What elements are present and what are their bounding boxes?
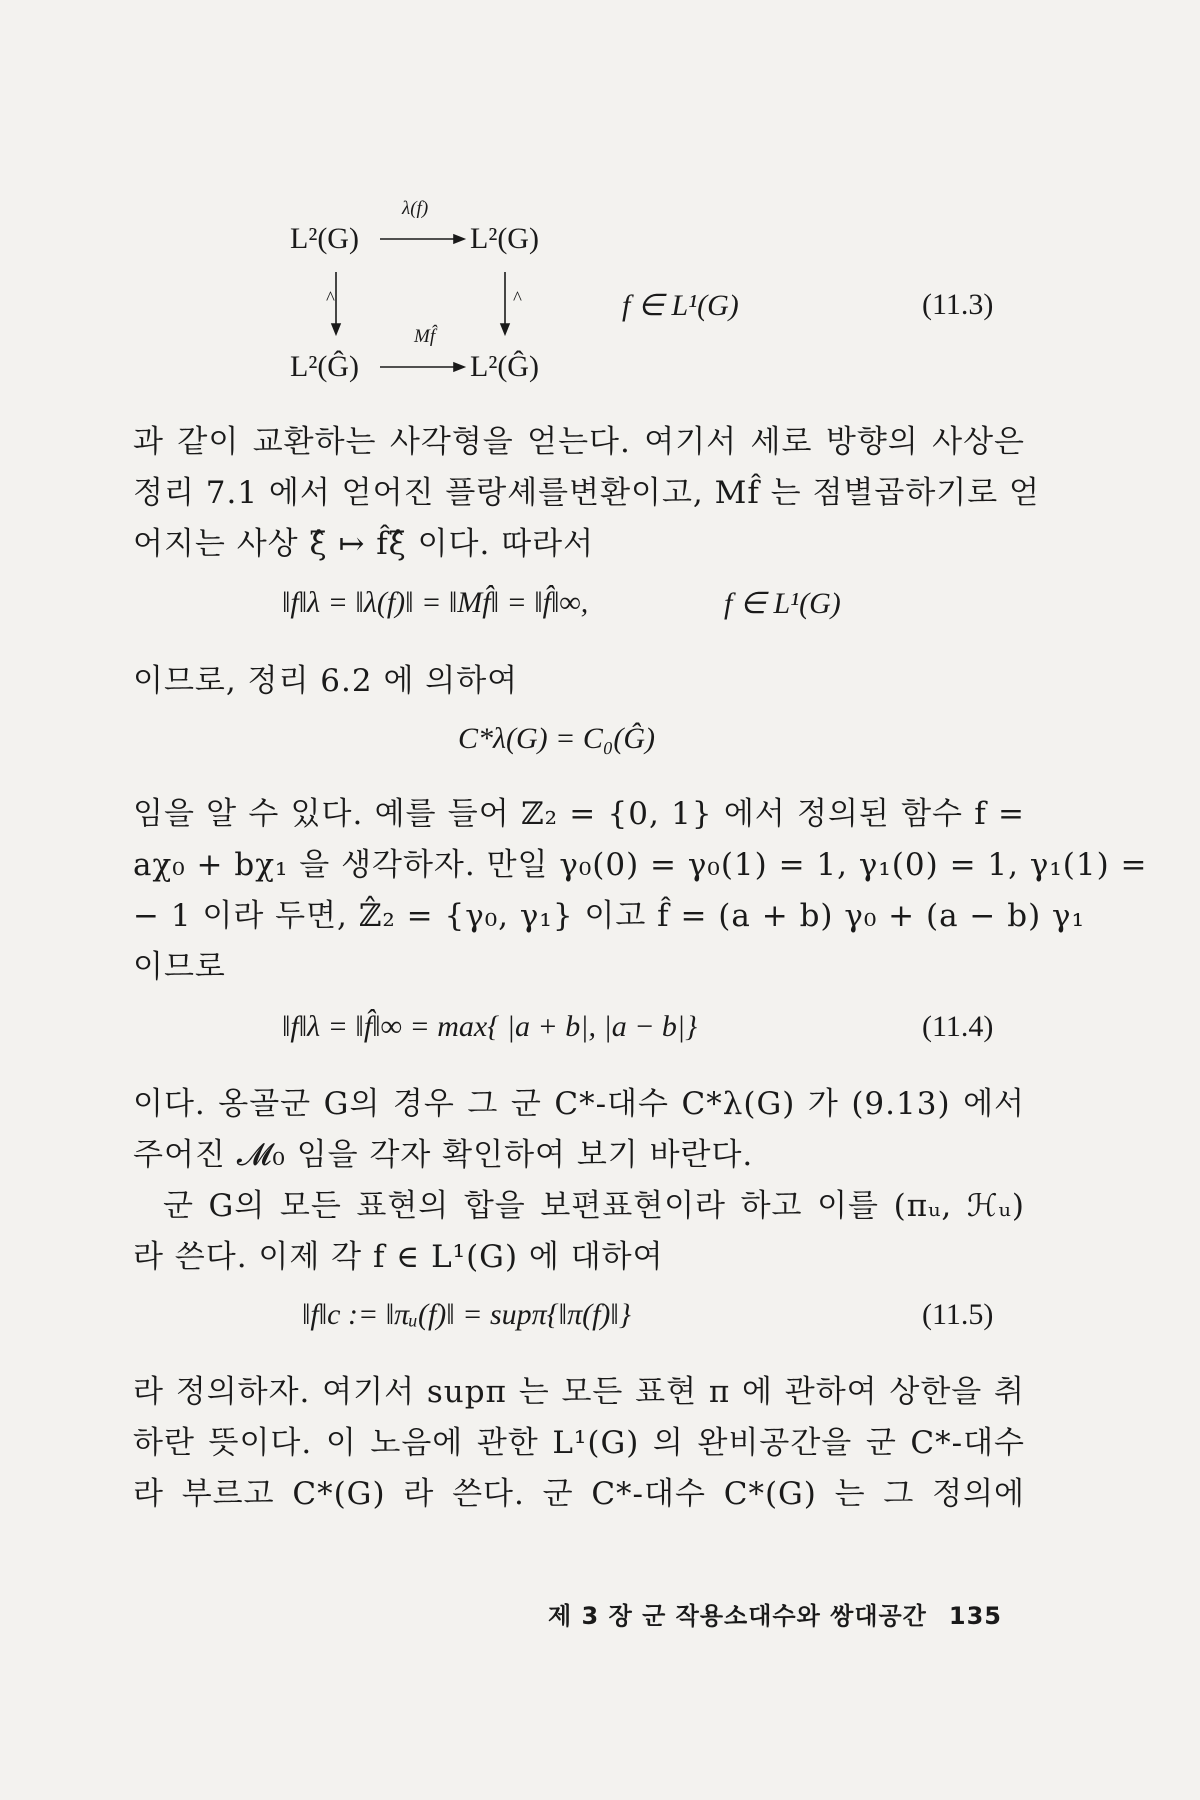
paragraph2-line4: 이므로	[133, 949, 226, 985]
diagram-top-left: L²(G)	[290, 222, 359, 255]
paragraph2-line2: aχ₀ + bχ₁ 을 생각하자. 만일 γ₀(0) = γ₀(1) = 1, γ₁(0) = 1, γ₁(1) =	[133, 847, 1148, 883]
paragraph1-line3: 어지는 사상 ξ̂ ↦ f̂ξ̂ 이다. 따라서	[133, 526, 595, 562]
paragraph4-line3: 라 부르고 C*(G) 라 쓴다. 군 C*-대수 C*(G) 는 그 정의에	[133, 1476, 1025, 1512]
paragraph4-line1: 라 정의하자. 여기서 supπ 는 모든 표현 π 에 관하여 상한을 취	[133, 1374, 1025, 1410]
left-arrow-head	[332, 324, 340, 334]
text-imeuro: 이므로, 정리 6.2 에 의하여	[133, 663, 519, 699]
paragraph2-line3: − 1 이라 두면, ℤ̂₂ = {γ₀, γ₁} 이고 f̂ = (a + b) γ₀ + (a − b) γ₁	[133, 898, 1086, 934]
page-footer	[548, 1596, 1002, 1631]
diagram-side-condition: f ∈ L¹(G)	[622, 289, 739, 322]
paragraph1-line1: 과 같이 교환하는 사각형을 얻는다. 여기서 세로 방향의 사상은	[133, 424, 1025, 460]
equation-norms-condition: f ∈ L¹(G)	[724, 587, 841, 620]
footer-chapter-title: 제 3 장 군 작용소대수와 쌍대공간	[548, 1602, 927, 1630]
diagram-bottom-arrow-label: Mf̂	[414, 326, 436, 347]
equation-number-11-3: (11.3)	[922, 288, 994, 321]
top-arrow-head	[454, 235, 464, 243]
paragraph3-line3: 군 G의 모든 표현의 합을 보편표현이라 하고 이를 (πᵤ, ℋᵤ)	[163, 1188, 1025, 1224]
diagram-right-arrow-label: ^	[513, 288, 522, 309]
equation-number-11-4: (11.4)	[922, 1010, 994, 1043]
page-number: 135	[948, 1602, 1002, 1630]
diagram-left-arrow-label: ^	[326, 288, 335, 309]
right-arrow-head	[501, 324, 509, 334]
paragraph4-line2: 하란 뜻이다. 이 노음에 관한 L¹(G) 의 완비공간을 군 C*-대수	[133, 1425, 1025, 1461]
equation-max: ‖f‖λ = ‖f̂‖∞ = max{ |a + b|, |a − b|}	[282, 1010, 698, 1043]
diagram-top-right: L²(G)	[470, 222, 539, 255]
diagram-bottom-right: L²(Ĝ)	[470, 350, 539, 383]
paragraph3-line1: 이다. 옹골군 G의 경우 그 군 C*-대수 C*λ(G) 가 (9.13) 에서	[133, 1086, 1025, 1122]
equation-norms: ‖f‖λ = ‖λ(f)‖ = ‖Mf̂‖ = ‖f̂‖∞,	[282, 586, 589, 619]
paragraph3-line2: 주어진 𝓜₀ 임을 각자 확인하여 보기 바란다.	[133, 1137, 754, 1173]
equation-number-11-5: (11.5)	[922, 1298, 994, 1331]
equation-sup: ‖f‖c := ‖πᵤ(f)‖ = supπ{‖π(f)‖}	[302, 1298, 631, 1331]
equation-c-star: C*λ(G) = C₀(Ĝ)	[458, 722, 655, 755]
paragraph3-line4: 라 쓴다. 이제 각 f ∈ L¹(G) 에 대하여	[133, 1239, 664, 1275]
diagram-arrows	[0, 0, 1200, 420]
paragraph1-line2: 정리 7.1 에서 얻어진 플랑셰를변환이고, Mf̂ 는 점별곱하기로 얻	[133, 475, 1040, 511]
diagram-top-arrow-label: λ(f)	[402, 198, 429, 219]
diagram-bottom-left: L²(Ĝ)	[290, 350, 359, 383]
paragraph2-line1: 임을 알 수 있다. 예를 들어 ℤ₂ = {0, 1} 에서 정의된 함수 f =	[133, 796, 1025, 832]
bottom-arrow-head	[454, 363, 464, 371]
